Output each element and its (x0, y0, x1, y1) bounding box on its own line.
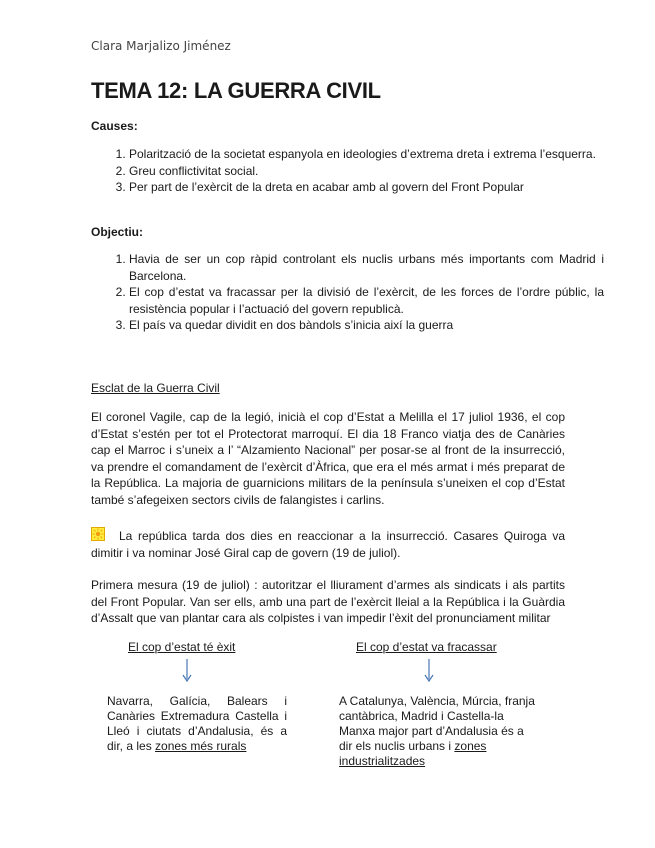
paragraph-first-measure: Primera mesura (19 de juliol) : autoritzar el lliurament d’armes als sindicats i als partits del Front Popular. Van ser ells, amb una part de l’exèrcit lleial a la República i la Guàrdia d’Assalt que van plantar cara als colpistes i van impedir l’èxit del pronunciament militar (91, 578, 565, 625)
page-title: TEMA 12: LA GUERRA CIVIL (91, 78, 381, 103)
paragraph-reaction: La república tarda dos dies en reaccionar a la insurrecció. Casares Quiroga va dimitir i va nominar José Giral cap de govern (19 de juliol). (91, 529, 565, 560)
causes-list (91, 146, 604, 196)
section-heading: Esclat de la Guerra Civil (91, 381, 220, 395)
column-right-heading: El cop d’estat va fracassar (356, 640, 497, 654)
list-item: 3. Per part de l’exèrcit de la dreta en acabar amb al govern del Front Popular (129, 179, 604, 196)
list-item: 2. El cop d’estat va fracassar per la divisió de l’exèrcit, de les forces de l’ordre públic, la resistència popular i l’actuació del govern republicà. (129, 284, 604, 317)
column-left-text (107, 694, 287, 754)
column-right-underlined: zones industrialitzades (339, 739, 487, 768)
objectiu-label: Objectiu: (91, 225, 144, 239)
column-right-text (339, 694, 539, 769)
list-item: 2. Greu conflictivitat social. (129, 163, 604, 180)
column-left-heading: El cop d’estat té èxit (128, 640, 236, 654)
column-left-underlined: zones més rurals (155, 739, 247, 753)
objectiu-list (91, 251, 604, 334)
causes-label: Causes: (91, 119, 138, 133)
list-item: 1. Havia de ser un cop ràpid controlant els nuclis urbans més importants com Madrid i Barcelona. (129, 251, 604, 284)
down-arrow-icon (424, 659, 434, 683)
list-item: 3. El país va quedar dividit en dos bàndols s’inicia així la guerra (129, 317, 604, 334)
list-item: 1. Polarització de la societat espanyola en ideologies d’extrema dreta i extrema l’esquerra. (129, 146, 604, 163)
down-arrow-icon (182, 659, 192, 683)
column-left-body: Navarra, Galícia, Balears i Canàries Extremadura Castella i Lleó i ciutats d’Andalusia, és a dir, a les (107, 694, 287, 753)
column-right-body: A Catalunya, València, Múrcia, franja cantàbrica, Madrid i Castella-la Manxa major part d’Andalusia és a dir els nuclis urbans i (339, 694, 535, 753)
author-name: Clara Marjalizo Jiménez (91, 39, 231, 53)
paragraph-esclat: El coronel Vagile, cap de la legió, inicià el cop d’Estat a Melilla el 17 juliol 1936, el cop d’Estat s’estén per tot el Protectorat marroquí. El dia 18 Franco viatja des de Canàries cap el Marroc i s’uneix a l’ “Alzamiento Nacional” per posar-se al front de la insurrecció, va prendre el comandament de l’exèrcit d’Àfrica, que era el més armat i més preparat de la República. La majoria de guarnicions militars de la península s’uneixen el cop d’Estat també s’afegeixen sectors civils de falangistes i carlins. (91, 410, 565, 507)
